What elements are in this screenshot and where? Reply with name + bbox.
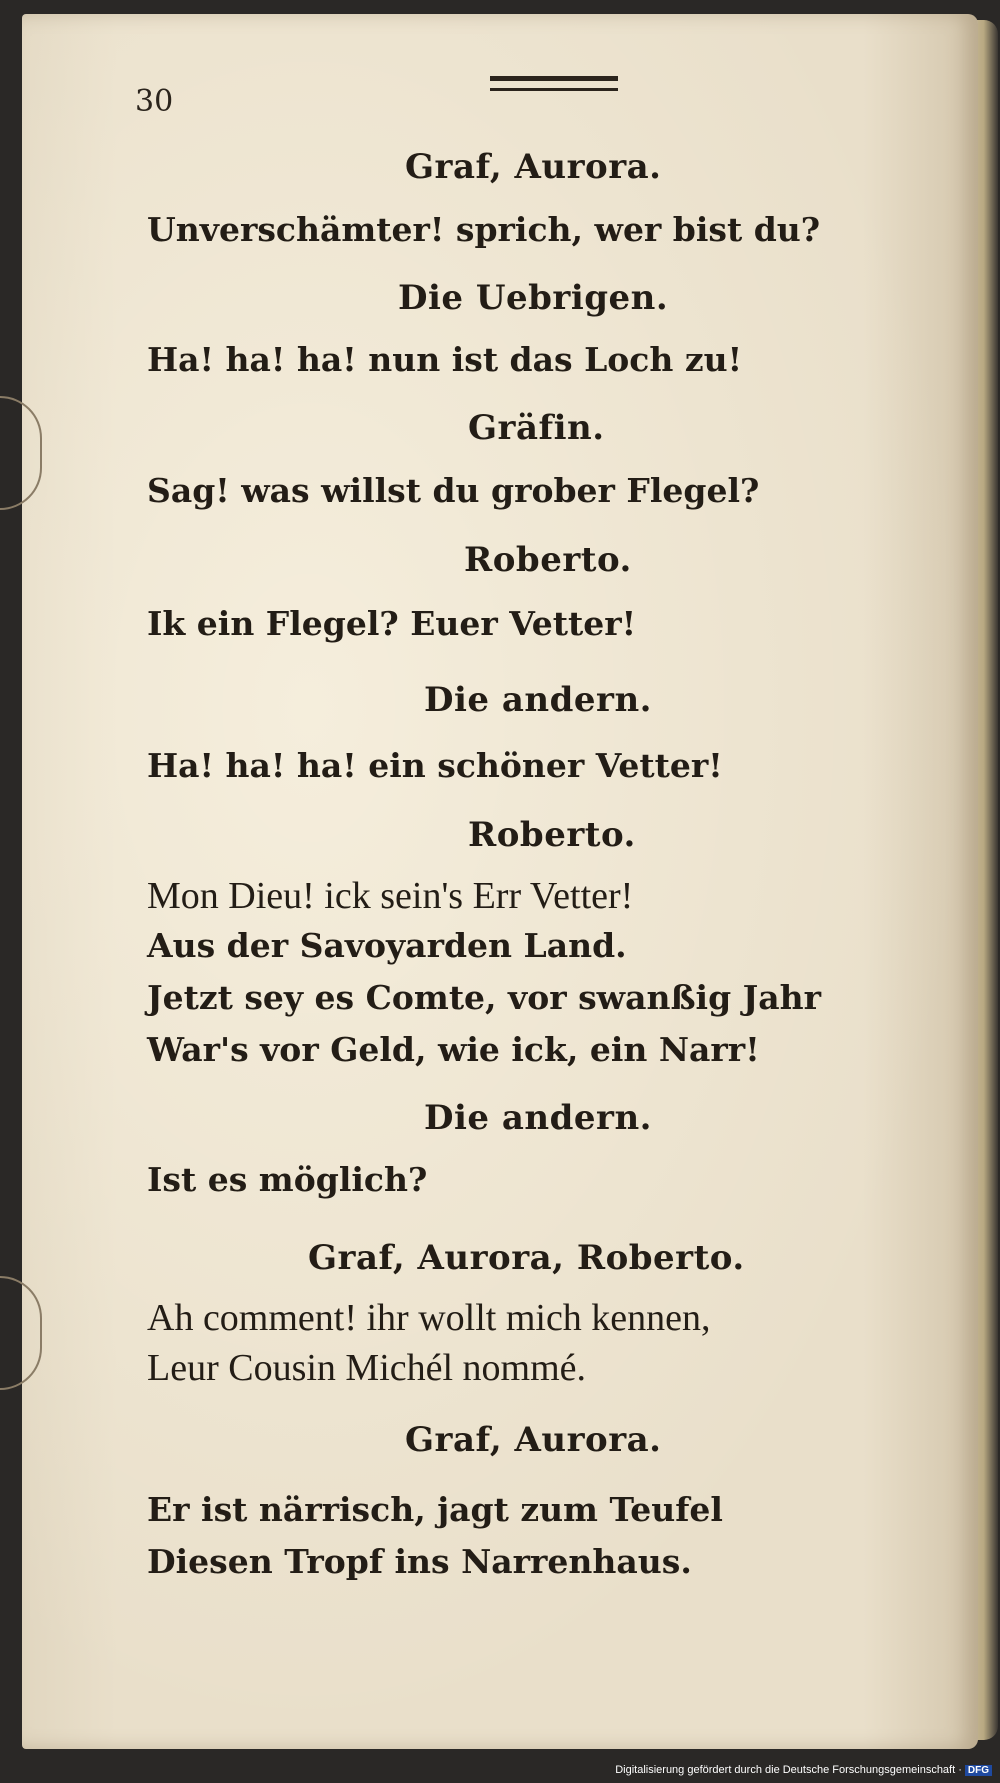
verse-line: Diesen Tropf ins Narrenhaus. xyxy=(147,1542,692,1581)
verse-line: Ist es möglich? xyxy=(147,1160,428,1199)
speaker-heading: Gräfin. xyxy=(468,408,605,448)
dfg-logo: DFG xyxy=(965,1765,992,1776)
verse-line: Aus der Savoyarden Land. xyxy=(147,926,627,965)
verse-line: Unverschämter! sprich, wer bist du? xyxy=(147,210,821,249)
verse-line: Ha! ha! ha! nun ist das Loch zu! xyxy=(147,340,743,379)
verse-line: Jetzt sey es Comte, vor swanßig Jahr xyxy=(147,978,822,1017)
verse-line: Ah comment! ihr wollt mich kennen, xyxy=(147,1297,711,1339)
page-number: 30 xyxy=(135,84,174,119)
speaker-heading: Die andern. xyxy=(424,1098,652,1138)
header-rule xyxy=(490,76,618,81)
verse-line: Er ist närrisch, jagt zum Teufel xyxy=(147,1490,723,1529)
speaker-heading: Roberto. xyxy=(468,815,636,855)
header-rule xyxy=(490,88,618,91)
verse-line: Sag! was willst du grober Flegel? xyxy=(147,471,760,510)
footer-text: Digitalisierung gefördert durch die Deutsche Forschungsgemeinschaft · xyxy=(615,1764,962,1776)
speaker-heading: Die andern. xyxy=(424,680,652,720)
speaker-heading: Die Uebrigen. xyxy=(398,278,669,318)
verse-line: War's vor Geld, wie ick, ein Narr! xyxy=(147,1030,760,1069)
speaker-heading: Graf, Aurora. xyxy=(405,147,662,187)
verse-line: Mon Dieu! ick sein's Err Vetter! xyxy=(147,875,634,917)
verse-line: Leur Cousin Michél nommé. xyxy=(147,1347,587,1389)
verse-line: Ha! ha! ha! ein schöner Vetter! xyxy=(147,746,723,785)
speaker-heading: Graf, Aurora, Roberto. xyxy=(308,1238,745,1278)
speaker-heading: Roberto. xyxy=(464,540,632,580)
digitization-credit xyxy=(615,1764,992,1776)
speaker-heading: Graf, Aurora. xyxy=(405,1420,662,1460)
verse-line: Ik ein Flegel? Euer Vetter! xyxy=(147,604,637,643)
